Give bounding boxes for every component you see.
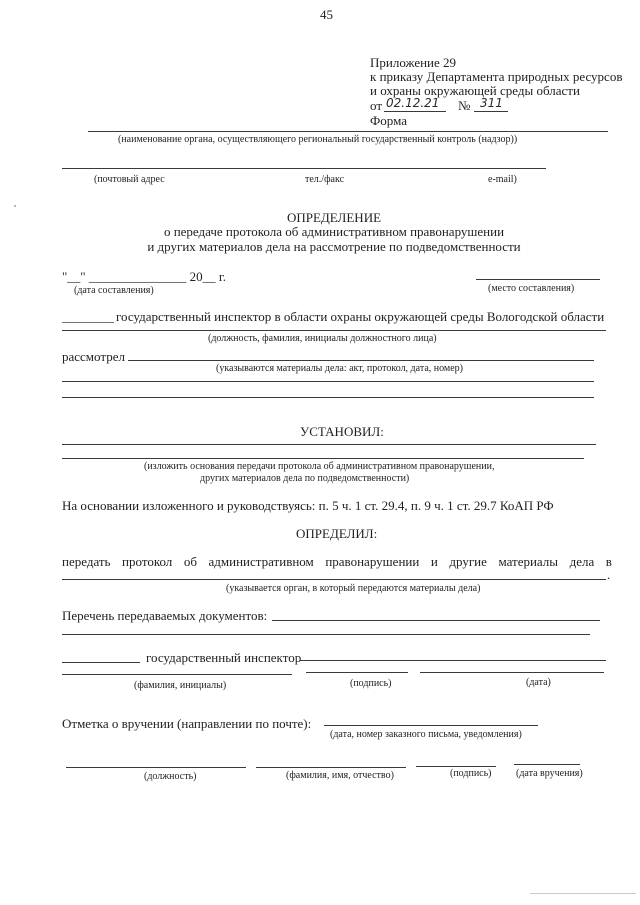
established-line-2 (62, 458, 584, 459)
decided-line (62, 579, 606, 580)
decided-word: другие (449, 554, 487, 569)
signature-inspector-line (300, 660, 606, 661)
annex-department: и охраны окружающей среды области (370, 83, 580, 98)
decided-text (62, 554, 612, 570)
delivery-caption: (дата, номер заказного письма, уведомления) (330, 729, 522, 740)
decided-word: административном (208, 554, 314, 569)
contacts-line (62, 168, 546, 169)
signature-date-caption: (дата) (526, 677, 551, 688)
decided-heading: ОПРЕДЕЛИЛ: (296, 526, 378, 541)
date-template: "__" _______________ 20__ г. (62, 269, 226, 284)
signature-name-caption: (фамилия, инициалы) (134, 680, 227, 691)
established-heading: УСТАНОВИЛ: (300, 424, 384, 439)
annex-form-label: Форма (370, 113, 407, 128)
delivery-sign-line (416, 766, 496, 767)
postal-caption: (почтовый адрес (94, 174, 165, 185)
delivery-line (324, 725, 538, 726)
signature-sign-caption: (подпись) (350, 678, 392, 689)
date-caption: (дата составления) (74, 285, 154, 296)
decided-caption: (указывается орган, в который передаются материалы дела) (226, 583, 481, 594)
reviewed-line (128, 360, 594, 361)
scan-edge-line (530, 893, 636, 894)
documents-label: Перечень передаваемых документов: (62, 608, 268, 623)
basis-text: На основании изложенного и руководствуясь: п. 5 ч. 1 ст. 29.4, п. 9 ч. 1 ст. 29.7 КоАП РФ (62, 498, 554, 513)
annex-date-line (384, 111, 446, 112)
document-subtitle-2: и других материалов дела на рассмотрение по подведомственности (147, 239, 521, 254)
phone-caption: тел./факс (305, 174, 345, 185)
decided-word: и (430, 554, 438, 569)
delivery-label: Отметка о вручении (направлении по почте): (62, 716, 312, 731)
scan-speck (14, 205, 16, 207)
place-caption: (место составления) (488, 283, 575, 294)
delivery-fullname-caption: (фамилия, имя, отчество) (286, 770, 394, 781)
established-caption-1: (изложить основания передачи протокола об административном правонарушении, (144, 461, 495, 472)
page-number: 45 (320, 7, 333, 22)
annex-title: Приложение 29 (370, 55, 457, 70)
reviewed-caption: (указываются материалы дела: акт, протокол, дата, номер) (216, 363, 464, 374)
annex-number-prefix: № (458, 98, 471, 113)
reviewed-line-2 (62, 381, 594, 382)
delivery-fullname-line (256, 767, 406, 768)
annex-order: к приказу Департамента природных ресурсов (370, 69, 623, 84)
decided-word: материалы (498, 554, 559, 569)
inspector-line (62, 330, 606, 331)
reviewed-line-3 (62, 397, 594, 398)
decided-word: дела (569, 554, 595, 569)
inspector-text: государственный инспектор в области охраны окружающей среды Вологодской области (116, 309, 605, 324)
email-caption: e-mail) (488, 174, 517, 185)
established-line-1 (62, 444, 596, 445)
decided-period: . (607, 567, 611, 582)
established-caption-2: других материалов дела по подведомственности) (200, 473, 410, 484)
delivery-position-line (66, 767, 246, 768)
decided-word: об (183, 554, 197, 569)
decided-word: в (605, 554, 612, 569)
inspector-caption: (должность, фамилия, инициалы должностного лица) (208, 333, 437, 344)
delivery-sign-caption: (подпись) (450, 768, 492, 779)
documents-line-2 (62, 634, 590, 635)
signature-inspector-label: государственный инспектор (146, 650, 302, 665)
annex-number-line (474, 111, 508, 112)
signature-sign-line (306, 672, 408, 673)
documents-line-1 (272, 620, 600, 621)
decided-word: правонарушении (325, 554, 420, 569)
delivery-date-caption: (дата вручения) (516, 768, 583, 779)
signature-blank-line (62, 662, 140, 663)
annex-date-handwritten: 02.12.21 (386, 96, 440, 110)
annex-date-prefix: от (370, 98, 383, 113)
decided-word: протокол (122, 554, 173, 569)
document-subtitle-1: о передаче протокола об административном правонарушении (163, 224, 505, 239)
inspector-blank: ________ (62, 309, 114, 324)
delivery-position-caption: (должность) (144, 771, 197, 782)
reviewed-label: рассмотрел (62, 349, 125, 364)
signature-name-line (62, 674, 292, 675)
signature-date-line (420, 672, 604, 673)
place-line (476, 279, 600, 280)
delivery-date-line (514, 764, 580, 765)
authority-caption: (наименование органа, осуществляющего региональный государственный контроль (надзор)) (118, 134, 518, 145)
authority-line (88, 131, 608, 132)
decided-word: передать (62, 554, 111, 569)
document-title: ОПРЕДЕЛЕНИЕ (286, 210, 382, 225)
annex-number-handwritten: 311 (480, 96, 503, 110)
